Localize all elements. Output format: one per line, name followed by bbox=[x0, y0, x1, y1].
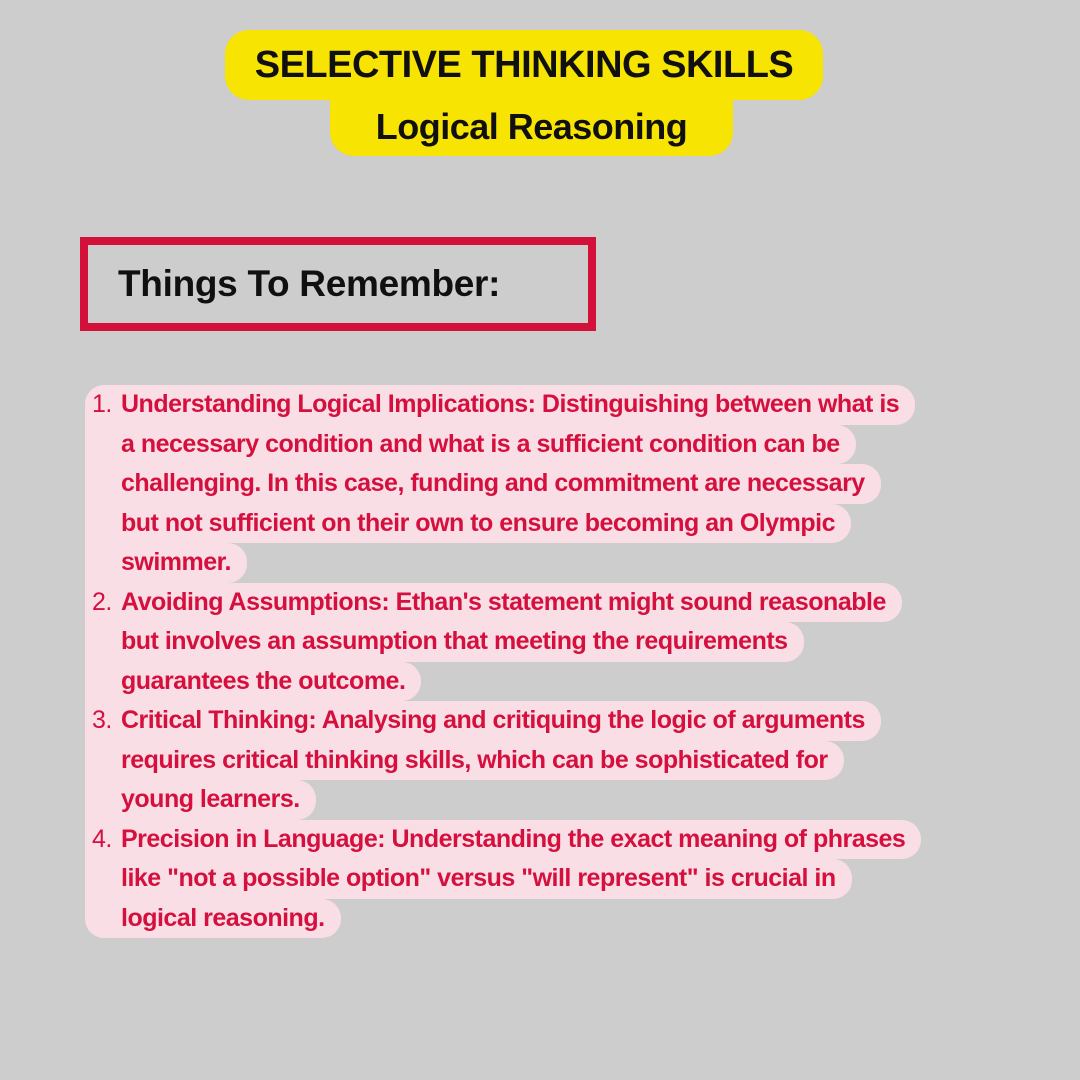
list-item-number: 4. bbox=[92, 824, 112, 853]
title-badge-line1: SELECTIVE THINKING SKILLS bbox=[225, 30, 823, 100]
list-item-number: 3. bbox=[92, 706, 112, 734]
list-line bbox=[85, 622, 804, 662]
list-line-text: a necessary condition and what is a sufficient condition can be bbox=[121, 429, 840, 458]
list-line bbox=[85, 899, 341, 939]
list-item-number: 1. bbox=[92, 390, 112, 418]
list-line-text: Understanding Logical Implications: Distinguishing between what is bbox=[121, 390, 900, 418]
list-line bbox=[85, 820, 921, 860]
list-line-text: young learners. bbox=[121, 785, 300, 813]
list-line-text: logical reasoning. bbox=[121, 903, 325, 932]
list-line bbox=[85, 464, 881, 504]
list-line-text: swimmer. bbox=[121, 548, 231, 576]
list-line bbox=[85, 741, 844, 781]
list-line bbox=[85, 662, 421, 702]
list-line bbox=[85, 543, 247, 583]
list-line bbox=[85, 425, 856, 465]
heading-text: Things To Remember: bbox=[118, 263, 501, 304]
list-line bbox=[85, 504, 851, 544]
list-item-number: 2. bbox=[92, 587, 112, 616]
list-line-text: Avoiding Assumptions: Ethan's statement might sound reasonable bbox=[121, 587, 886, 616]
list-line bbox=[85, 385, 915, 425]
list-line bbox=[85, 780, 316, 820]
list-line-text: guarantees the outcome. bbox=[121, 666, 406, 695]
list-line-text: like "not a possible option" versus "will represent" is crucial in bbox=[121, 864, 836, 892]
list-line bbox=[85, 859, 852, 899]
list-line bbox=[85, 583, 902, 623]
list-line-text: challenging. In this case, funding and commitment are necessary bbox=[121, 469, 865, 497]
list-line-text: Precision in Language: Understanding the exact meaning of phrases bbox=[121, 824, 906, 853]
list-line bbox=[85, 701, 881, 741]
list-line-text: Critical Thinking: Analysing and critiquing the logic of arguments bbox=[121, 706, 865, 734]
list-line-text: requires critical thinking skills, which can be sophisticated for bbox=[121, 745, 828, 774]
title-badge-line2: Logical Reasoning bbox=[330, 98, 733, 156]
numbered-list bbox=[85, 385, 921, 938]
list-line-text: but involves an assumption that meeting the requirements bbox=[121, 627, 788, 655]
heading-box bbox=[80, 237, 596, 331]
list-line-text: but not sufficient on their own to ensure becoming an Olympic bbox=[121, 508, 835, 537]
